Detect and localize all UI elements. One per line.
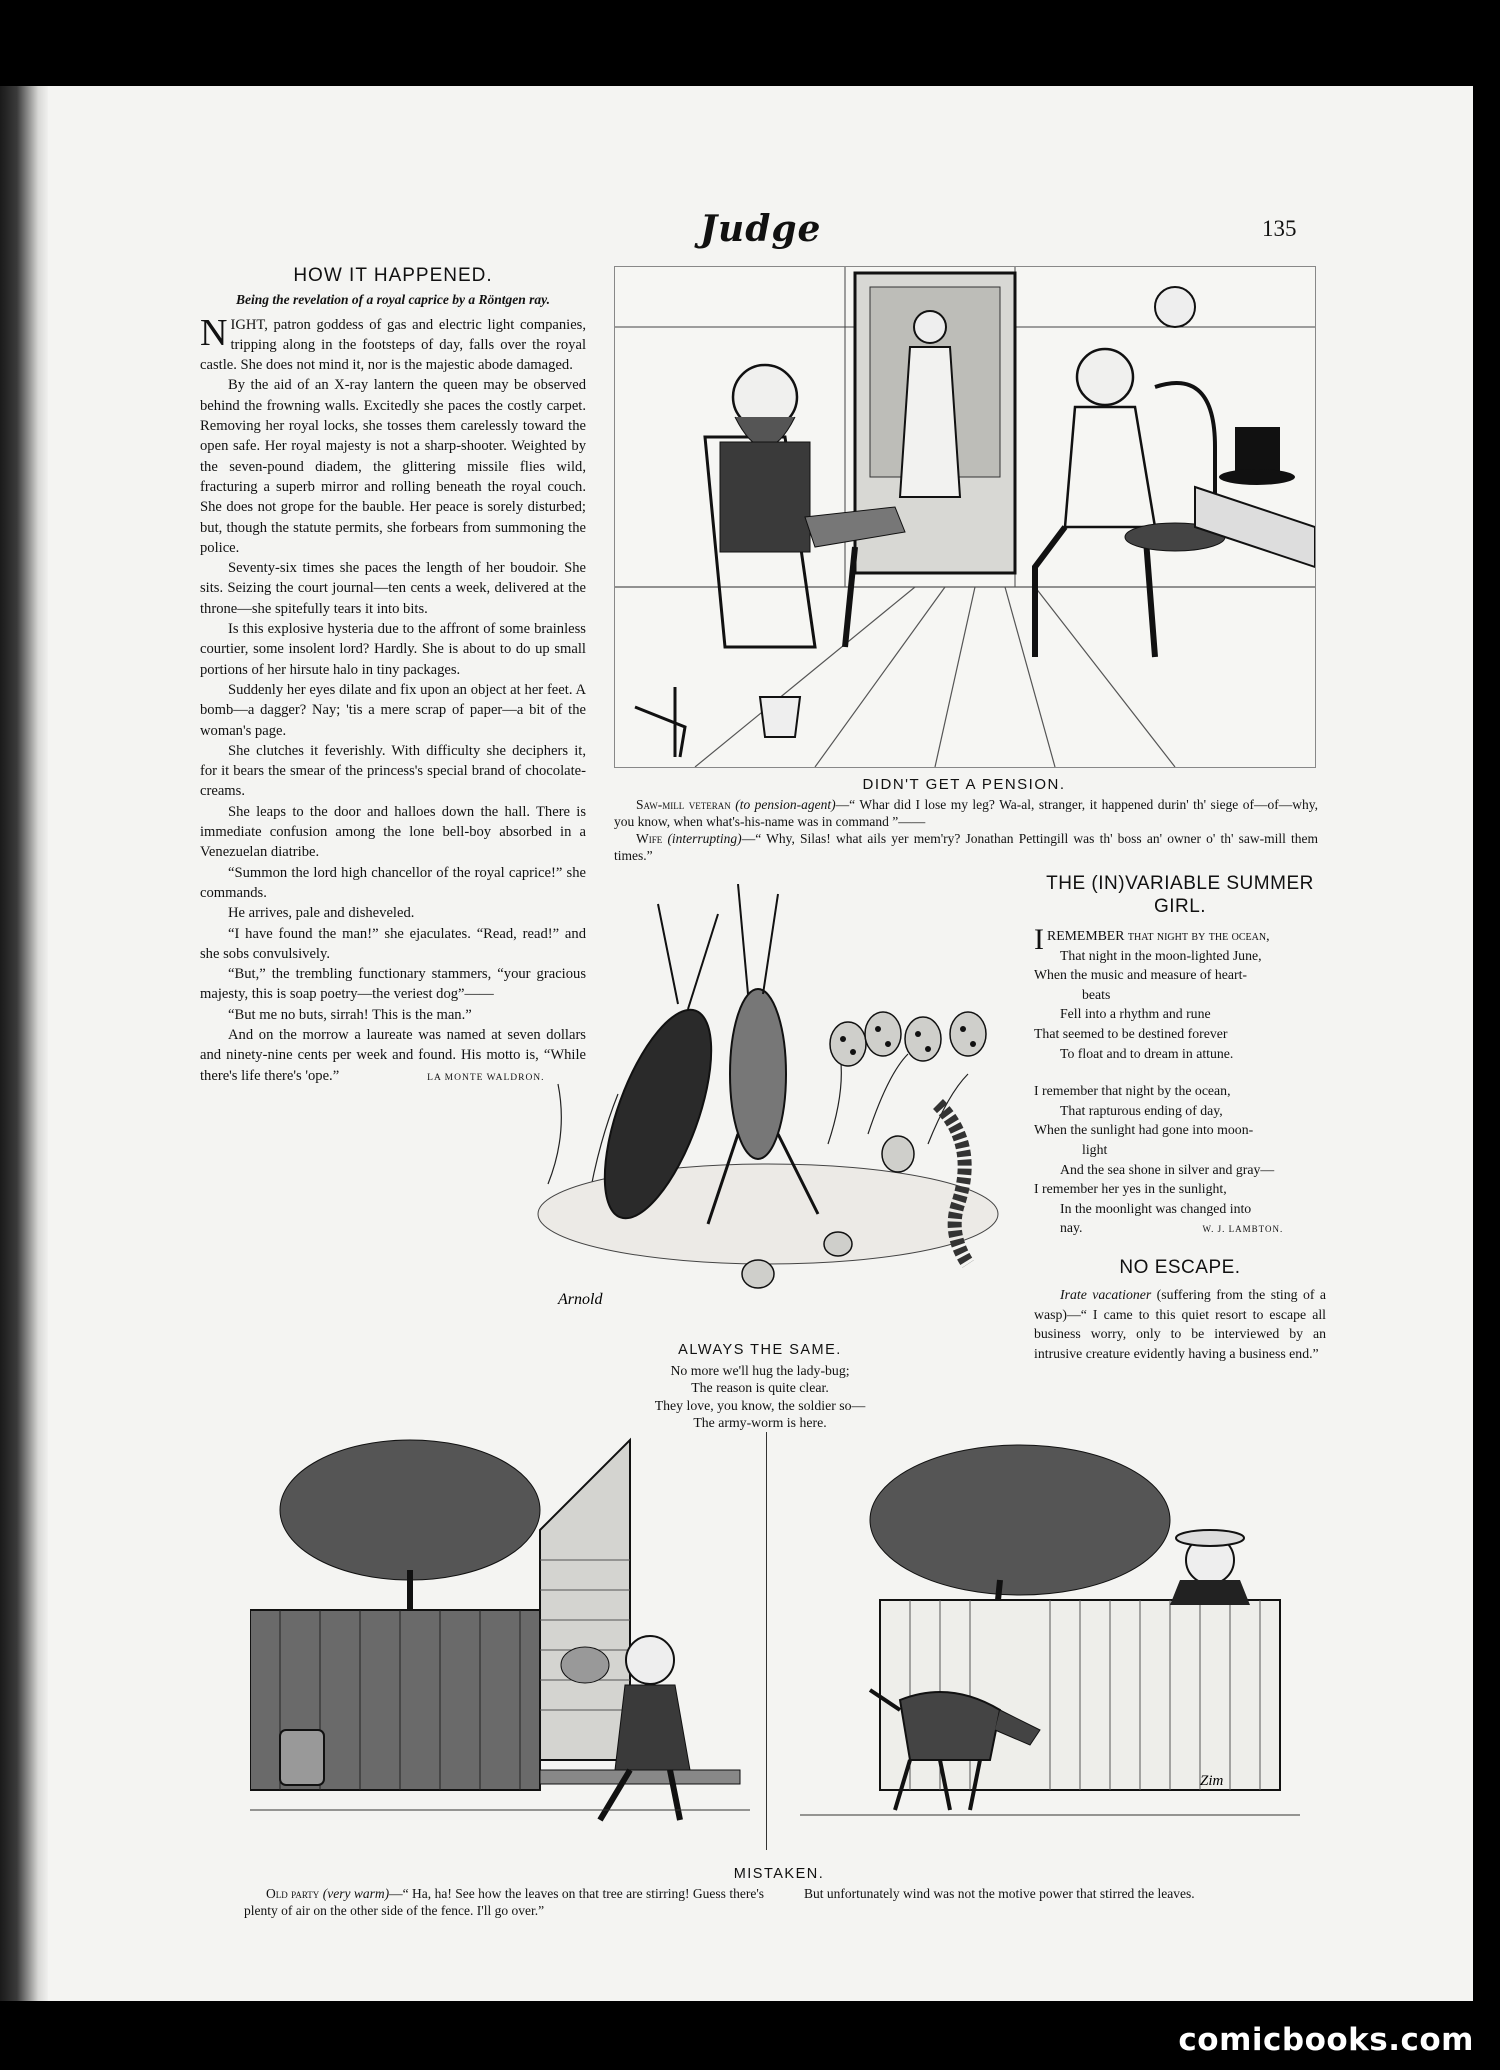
army-artist-signature: Arnold [558,1291,603,1308]
poem-drop-cap: I [1034,923,1044,956]
source-watermark: comicbooks.com [1178,2022,1474,2058]
right-column [1034,872,1326,1363]
poem-line: light [1082,1141,1108,1157]
pension-illustration [614,266,1316,768]
article-paragraph: Seventy-six times she paces the length of her boudoir. She sits. Seizing the court journal—ten cents a week, delivered at the throne—she spitefully tears it into bits. [200,560,586,617]
pension-caption-line2 [614,830,1318,864]
poem-line: The army-worm is here. [693,1415,827,1430]
article-paragraph: “But,” the trembling functionary stammers, “your gracious majesty, this is soap poetry—the veriest dog”—— [200,966,586,1003]
poem-line: Fell into a rhythm and rune [1060,1006,1211,1022]
mistaken-title: MISTAKEN. [733,1866,825,1882]
summer-girl-title: THE (IN)VARIABLE SUMMER GIRL. [1046,873,1314,917]
poem-final-word: nay. [1060,1220,1083,1236]
mistaken-left-caption [244,1885,764,1919]
mistaken-right-drawing [800,1430,1300,1840]
poem-line: The reason is quite clear. [691,1380,829,1395]
poem-line: That rapturous ending of day, [1060,1102,1223,1118]
panel-divider [766,1432,767,1850]
mistaken-caption [244,1866,1314,1919]
article-paragraph: He arrives, pale and disheveled. [228,905,415,922]
first-paragraph-text: IGHT, patron goddess of gas and electric light companies, tripping along in the footsteps of day, falls over the royal castle. She does not mind it, nor is the majestic abode damaged. [200,316,586,374]
mistaken-caption-row [244,1885,1314,1919]
pension-speaker1: Saw-mill veteran [636,797,731,812]
article-paragraph: She clutches it feverishly. With difficulty she deciphers it, for it bears the smear of the princess's special brand of chocolate-creams. [200,742,586,800]
pension-drawing [615,267,1315,767]
poem-last-line [1034,1218,1326,1240]
poem-first-line: REMEMBER that night by the ocean, [1047,928,1270,943]
mistaken-direction: (very warm) [322,1886,390,1901]
no-escape-article [1034,1256,1326,1363]
army-worm-drawing [528,884,1004,1324]
article-title: HOW IT HAPPENED. [293,265,493,286]
drop-cap: N [200,311,228,354]
article-paragraph: Is this explosive hysteria due to the affront of some brainless courtier, some insolent lord? Hardly. She is about to do up small portions of her hirsute halo in tiny packages. [200,621,586,678]
article-paragraph: Suddenly her eyes dilate and fix upon an object at her feet. A bomb—a dagger? Nay; 'tis a mere scrap of paper—a bit of the woman's page. [200,681,586,739]
article-paragraph: “I have found the man!” she ejaculates. “Read, read!” and she sobs convulsively. [200,925,586,962]
mistaken-left-illustration [250,1430,750,1840]
mistaken-right-caption: But unfortunately wind was not the motive power that stirred the leaves. [804,1886,1195,1901]
poem-line: That night in the moon-lighted June, [1060,947,1262,963]
poem-line: To float and to dream in attune. [1060,1045,1234,1061]
article-last-paragraph: And on the morrow a laureate was named at seven dollars and ninety-nine cents per week and found. His motto is, “While there's life there's 'ope.” [200,1026,586,1084]
book-gutter [0,86,48,2001]
article-first-paragraph [200,311,586,376]
poem-line: No more we'll hug the lady-bug; [670,1362,850,1378]
mistaken-left-drawing [250,1430,750,1840]
article-author: LA MONTE WALDRON. [427,1072,545,1083]
no-escape-body: (suffering from the sting of a wasp)—“ I came to this quiet resort to escape all business worry, only to be interviewed by an intrusive creature evidently having a business end.” [1034,1286,1326,1361]
army-worm-illustration [528,884,1004,1324]
article-subtitle: Being the revelation of a royal caprice by a Röntgen ray. [235,292,551,308]
always-the-same-title: ALWAYS THE SAME. [678,1342,842,1358]
poem-author: W. J. LAMBTON. [1202,1224,1284,1235]
no-escape-text [1034,1285,1326,1363]
pension-speaker2: Wife [636,831,663,846]
pension-caption-line1 [614,796,1318,830]
pension-caption-title: DIDN'T GET A PENSION. [862,776,1066,793]
no-escape-title: NO ESCAPE. [1119,1256,1241,1278]
poem-line: They love, you know, the soldier so— [654,1397,866,1413]
poem-line: That seemed to be destined forever [1034,1025,1228,1041]
poem-line: I remember that night by the ocean, [1034,1083,1231,1099]
pension-quote2: —“ Why, Silas! what ails yer mem'ry? Jonathan Pettingill was th' boss an' owner o' th' saw-mill them times.” [614,831,1319,863]
pension-caption [614,796,1318,864]
masthead-title: Judge [700,208,822,250]
always-the-same-caption [630,1342,890,1432]
pension-quote1: —“ Whar did I lose my leg? Wa-al, stranger, it happened durin' th' siege of—of—why, you know, when what's-his-name was in command ”—— [614,797,1318,829]
article-paragraph: She leaps to the door and halloes down the hall. There is immediate confusion among the lone bell-boy absorbed in a Venezuelan diatribe. [200,803,586,861]
poem-line: When the music and measure of heart- [1034,967,1247,983]
poem-line: When the sunlight had gone into moon- [1034,1122,1254,1138]
mistaken-speaker: Old party [266,1886,320,1901]
pension-speaker1-direction: (to pension-agent) [735,797,836,812]
poem-line: I remember her yes in the sunlight, [1034,1181,1227,1197]
page-number: 135 [1262,216,1297,241]
article-paragraph: “But me no buts, sirrah! This is the man.” [228,1006,472,1023]
mistaken-left-text: —“ Ha, ha! See how the leaves on that tree are stirring! Guess there's plenty of air on the other side of the fence. I'll go over.” [244,1886,765,1918]
pension-speaker2-direction: (interrupting) [667,831,742,846]
article-paragraph: By the aid of an X-ray lantern the queen may be observed behind the frowning walls. Excitedly she paces the costly carpet. Removing her royal locks, she tosses them carelessly toward the open safe. Her royal majesty is not a sharp-shooter. Weighted by the seven-pound diadem, the glittering missile flies wild, fracturing a superb mirror and rolling beneath the royal couch. She does not grope for the bauble. Her peace is sorely disturbed; but, though the statute permits, she forbears from summoning the police. [200,377,586,556]
article-paragraph: “Summon the lord high chancellor of the royal caprice!” she commands. [200,864,586,901]
no-escape-speaker: Irate vacationer [1060,1286,1152,1302]
mistaken-right-illustration [800,1430,1300,1840]
poem-line: beats [1082,986,1111,1002]
bottom-artist-signature: Zim [1200,1773,1224,1789]
poem-line: In the moonlight was changed into [1060,1200,1252,1216]
poem-line: And the sea shone in silver and gray— [1060,1161,1275,1177]
summer-girl-poem [1034,923,1326,1240]
